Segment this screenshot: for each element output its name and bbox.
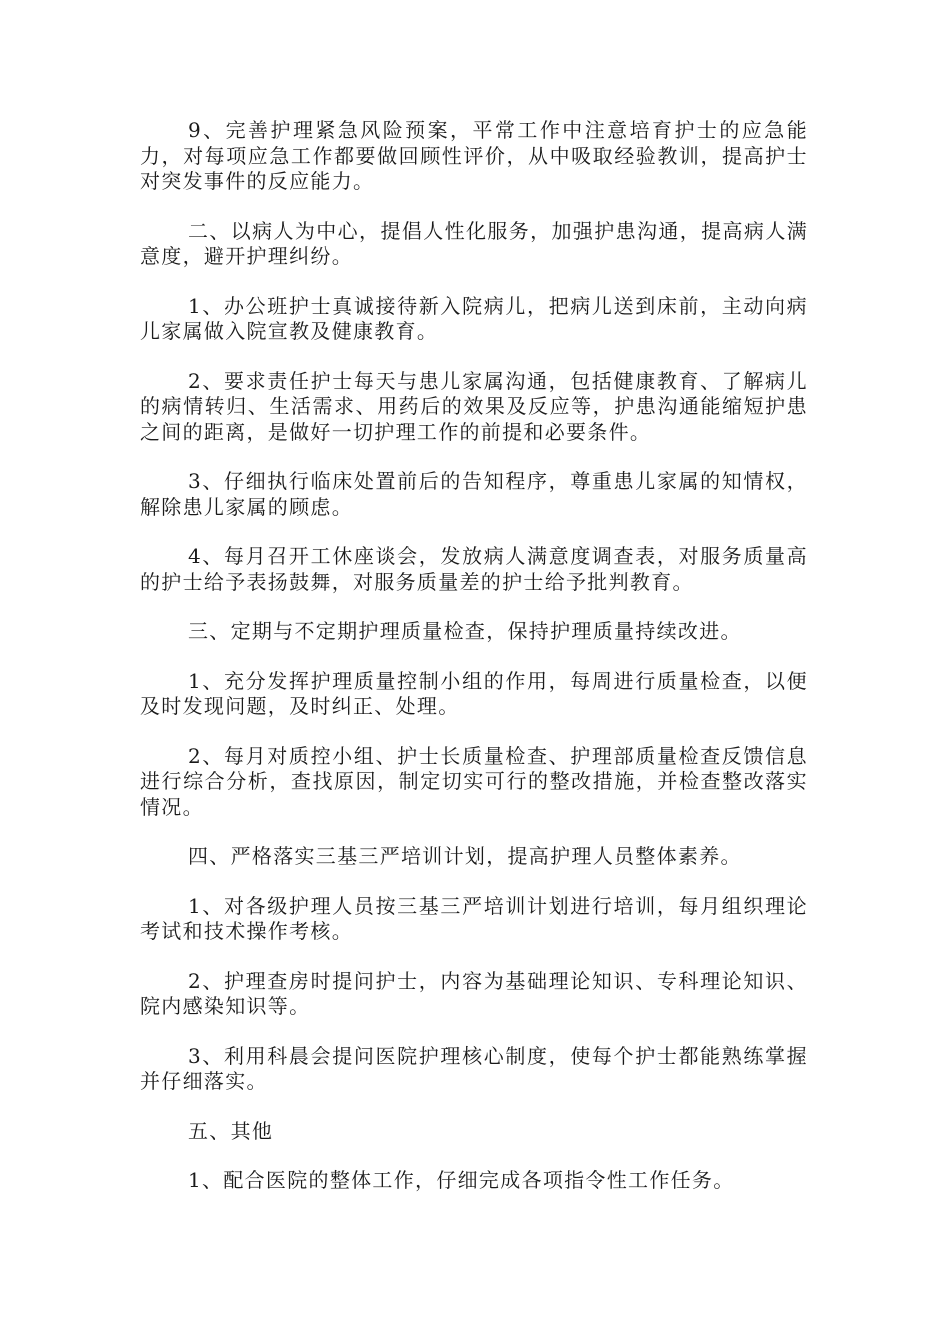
paragraph-item: 3、利用科晨会提问医院护理核心制度，使每个护士都能熟练掌握并仔细落实。 [140,1043,808,1093]
paragraph-item: 2、护理查房时提问护士，内容为基础理论知识、专科理论知识、院内感染知识等。 [140,968,808,1018]
paragraph-item: 1、对各级护理人员按三基三严培训计划进行培训，每月组织理论考试和技术操作考核。 [140,893,808,943]
paragraph-item: 1、办公班护士真诚接待新入院病儿，把病儿送到床前，主动向病儿家属做入院宣教及健康教育。 [140,293,808,343]
paragraph-item: 3、仔细执行临床处置前后的告知程序，尊重患儿家属的知情权，解除患儿家属的顾虑。 [140,469,808,519]
section-heading-4: 四、严格落实三基三严培训计划，提高护理人员整体素养。 [188,844,742,868]
section-heading-2: 二、以病人为中心，提倡人性化服务，加强护患沟通，提高病人满意度，避开护理纠纷。 [140,218,808,268]
section-heading-5: 五、其他 [188,1118,274,1143]
paragraph-item: 2、每月对质控小组、护士长质量检查、护理部质量检查反馈信息进行综合分析，查找原因，制定切实可行的整改措施，并检查整改落实情况。 [140,743,808,819]
paragraph-item: 1、配合医院的整体工作，仔细完成各项指令性工作任务。 [188,1168,735,1192]
document-page [140,118,808,1218]
paragraph-item: 1、充分发挥护理质量控制小组的作用，每周进行质量检查，以便及时发现问题，及时纠正、处理。 [140,668,808,718]
paragraph-item: 4、每月召开工休座谈会，发放病人满意度调查表，对服务质量高的护士给予表扬鼓舞，对服务质量差的护士给予批判教育。 [140,544,808,594]
section-heading-3: 三、定期与不定期护理质量检查，保持护理质量持续改进。 [188,619,742,643]
paragraph-item: 2、要求责任护士每天与患儿家属沟通，包括健康教育、了解病儿的病情转归、生活需求、用药后的效果及反应等，护患沟通能缩短护患之间的距离，是做好一切护理工作的前提和必要条件。 [140,368,808,444]
paragraph-item-9: 9、完善护理紧急风险预案，平常工作中注意培育护士的应急能力，对每项应急工作都要做回顾性评价，从中吸取经验教训，提高护士对突发事件的反应能力。 [140,118,808,193]
